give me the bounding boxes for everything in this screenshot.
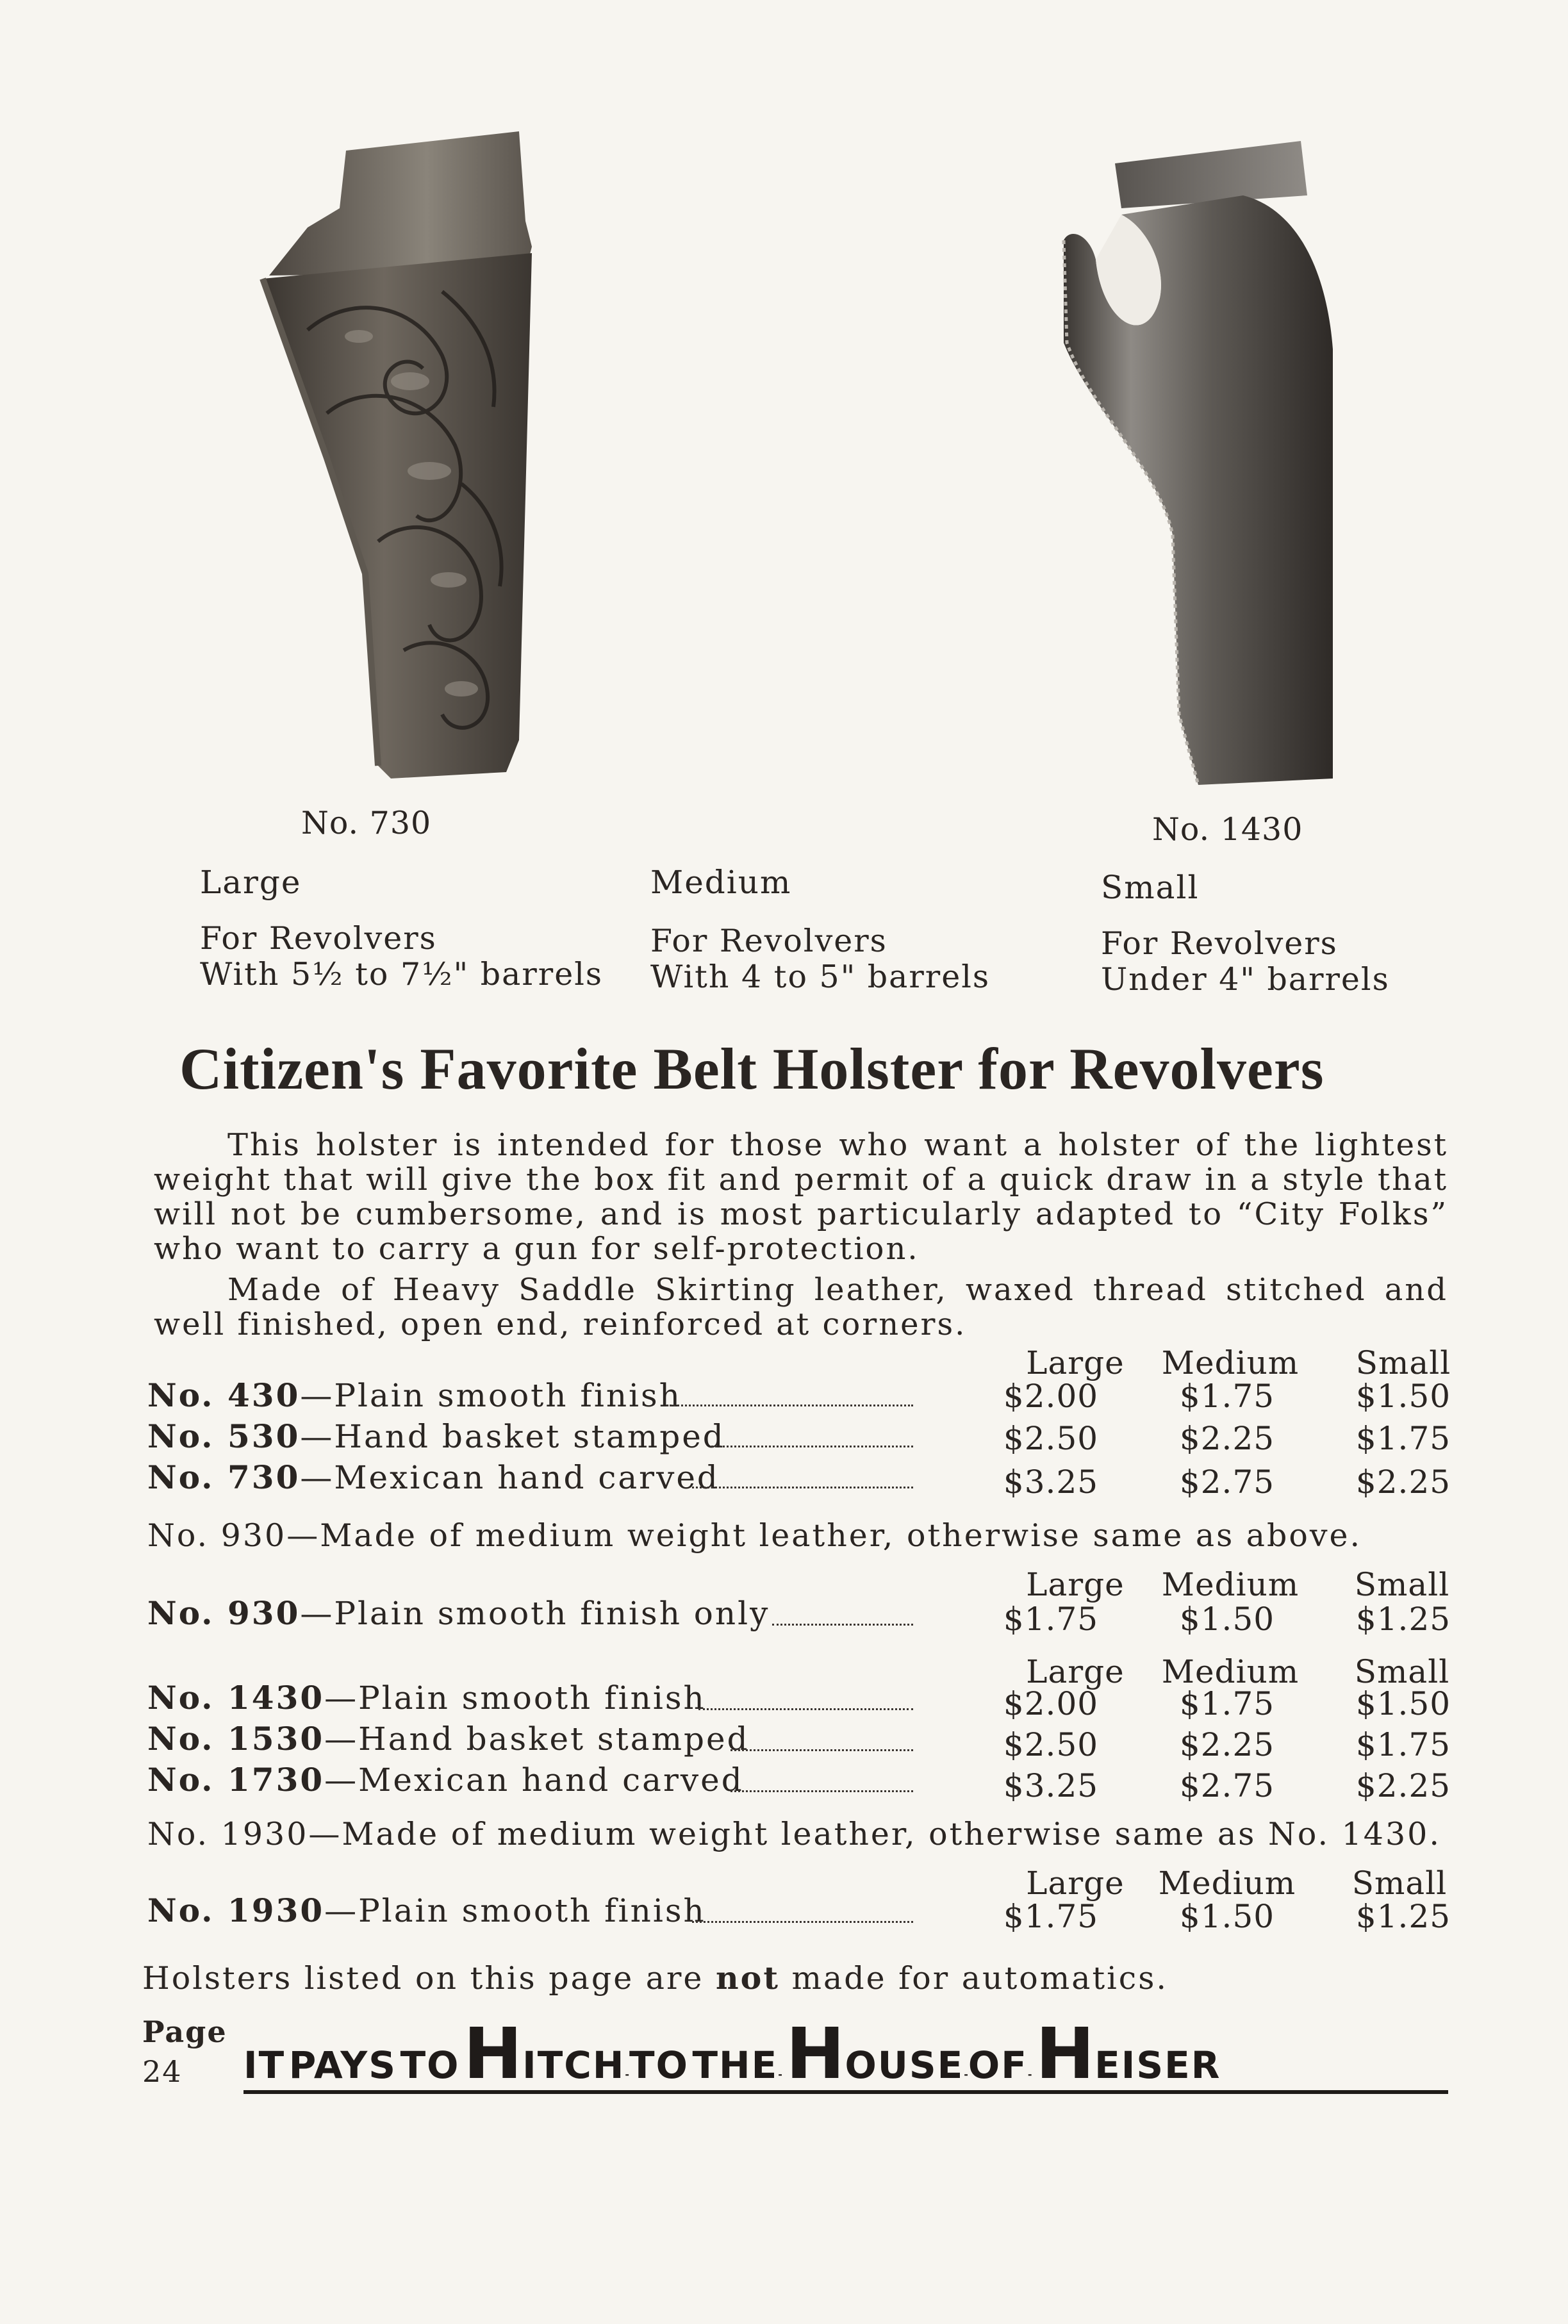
price-header-medium: Medium [1161,1653,1300,1690]
dot-leader [692,1487,913,1488]
size-large-line2: With 5½ to 7½" barrels [200,956,604,993]
price-small: $1.50 [1355,1378,1451,1415]
automatics-note: Holsters listed on this page are not made for automatics. [142,1959,1168,1997]
price-header-large: Large [1026,1865,1125,1902]
price-small: $1.75 [1355,1420,1451,1457]
price-large: $2.50 [1003,1726,1099,1763]
price-large: $1.75 [1003,1898,1099,1935]
price-header-large: Large [1026,1653,1125,1690]
price-medium: $2.25 [1179,1726,1275,1763]
model-number-right: No. 1430 [1152,811,1303,848]
size-large-line1: For Revolvers [200,920,437,957]
price-row: No. 1730—Mexican hand carved [147,1761,744,1799]
price-medium: $2.75 [1179,1767,1275,1804]
size-medium-line2: With 4 to 5" barrels [650,959,991,995]
note-1930: No. 1930—Made of medium weight leather, otherwise same as No. 1430. [147,1816,1441,1852]
dot-leader [730,1749,913,1751]
dot-leader [772,1624,913,1626]
price-small: $1.50 [1355,1685,1451,1722]
price-medium: $1.50 [1179,1601,1275,1638]
price-header-small: Small [1354,1653,1450,1690]
material-paragraph: Made of Heavy Saddle Skirting leather, waxed thread stitched and well finished, open end, reinforced at corners. [154,1272,1448,1342]
price-medium: $1.75 [1179,1378,1275,1415]
page-number: 24 [142,2054,183,2089]
price-small: $2.25 [1355,1767,1451,1804]
price-header-medium: Medium [1158,1865,1296,1902]
note-930: No. 930—Made of medium weight leather, otherwise same as above. [147,1517,1362,1554]
price-large: $2.00 [1003,1378,1099,1415]
price-header-medium: Medium [1161,1344,1300,1381]
price-small: $1.25 [1355,1601,1451,1638]
price-row: No. 1930—Plain smooth finish [147,1891,706,1929]
price-large: $2.50 [1003,1420,1099,1457]
price-header-large: Large [1026,1566,1125,1603]
price-medium: $2.75 [1179,1463,1275,1501]
page-title: Citizen's Favorite Belt Holster for Revolvers [179,1036,1325,1101]
price-small: $1.25 [1355,1898,1451,1935]
plain-holster-illustration [1051,138,1346,791]
price-header-medium: Medium [1161,1566,1300,1603]
size-medium-line1: For Revolvers [650,923,887,959]
price-medium: $2.25 [1179,1420,1275,1457]
price-header-small: Small [1351,1865,1448,1902]
price-header-large: Large [1026,1344,1125,1381]
price-large: $2.00 [1003,1685,1099,1722]
price-row: No. 430—Plain smooth finish [147,1376,682,1414]
dot-leader [730,1790,913,1792]
carved-holster-illustration [250,125,545,785]
page-word: Page [142,2015,227,2049]
price-medium: $1.75 [1179,1685,1275,1722]
dot-leader [666,1405,913,1406]
size-small-heading: Small [1101,869,1200,906]
price-header-small: Small [1355,1344,1451,1381]
size-small-line2: Under 4" barrels [1101,961,1390,998]
price-row: No. 730—Mexican hand carved [147,1458,720,1496]
price-small: $1.75 [1355,1726,1451,1763]
price-header-small: Small [1354,1566,1450,1603]
price-large: $3.25 [1003,1767,1099,1804]
price-row: No. 1430—Plain smooth finish [147,1679,706,1717]
price-large: $1.75 [1003,1601,1099,1638]
size-small-line1: For Revolvers [1101,925,1338,962]
intro-paragraph: This holster is intended for those who want a holster of the lightest weight that will give the box fit and permit of a quick draw in a style that will not be cumbersome, and is most particularly adapted to “City Folks” who want to carry a gun for self-protection. [154,1127,1448,1267]
dot-leader [698,1708,913,1710]
dot-leader [711,1446,913,1447]
price-small: $2.25 [1355,1463,1451,1501]
price-row: No. 530—Hand basket stamped [147,1417,725,1455]
model-number-left: No. 730 [301,805,432,841]
price-medium: $1.50 [1179,1898,1275,1935]
dot-leader [692,1921,913,1923]
price-row: No. 1530—Hand basket stamped [147,1720,750,1758]
price-large: $3.25 [1003,1463,1099,1501]
size-large-heading: Large [200,864,302,901]
slogan-banner: IT PAYS TO HITCH-TO THE- HOUSE-OF- HEISER [243,2018,1448,2094]
price-row: No. 930—Plain smooth finish only [147,1594,770,1632]
size-medium-heading: Medium [650,864,792,901]
